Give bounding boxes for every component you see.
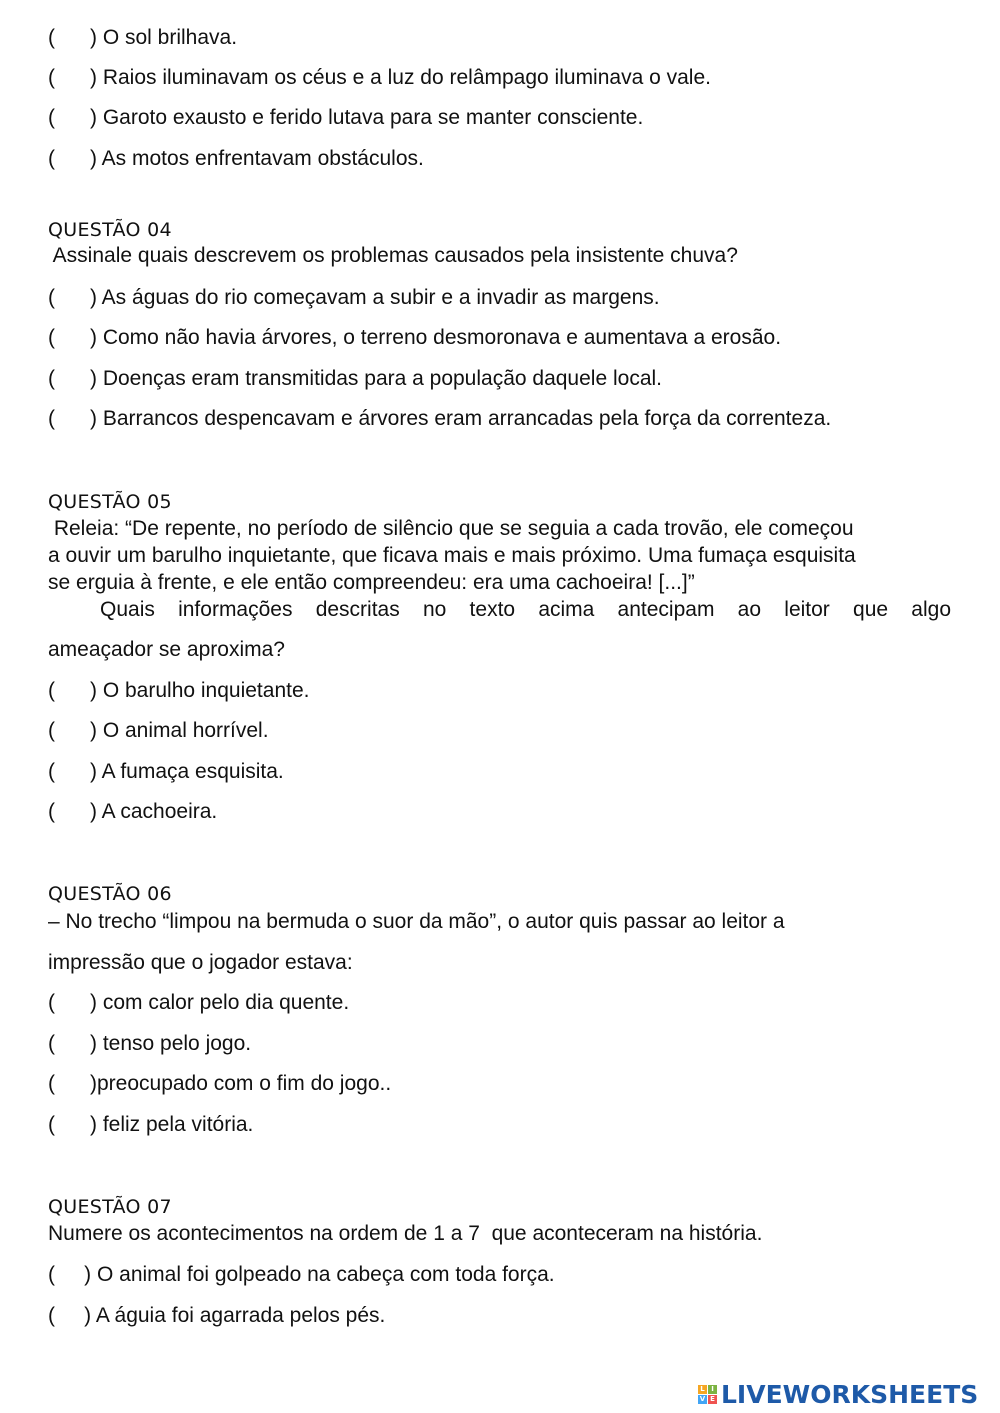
option-line[interactable]: ( ) O sol brilhava. [48, 26, 238, 49]
question-05-prompt-line1: Quais informações descritas no texto acima antecipam ao leitor que algo [100, 598, 951, 621]
option-line[interactable]: ( ) tenso pelo jogo. [48, 1032, 252, 1055]
option-line[interactable]: ( ) Como não havia árvores, o terreno desmoronava e aumentava a erosão. [48, 326, 782, 349]
option-line[interactable]: ( ) O barulho inquietante. [48, 679, 310, 702]
question-05-quote-line: Releia: “De repente, no período de silêncio que se seguia a cada trovão, ele começou [48, 517, 854, 540]
question-06-prompt-line1: – No trecho “limpou na bermuda o suor da mão”, o autor quis passar ao leitor a [48, 910, 785, 933]
option-line[interactable]: ( ) As águas do rio começavam a subir e a invadir as margens. [48, 286, 660, 309]
liveworksheets-logo[interactable] [698, 1378, 978, 1410]
liveworksheets-logo-text: LIVEWORKSHEETS [721, 1379, 979, 1409]
option-line[interactable]: ( ) A águia foi agarrada pelos pés. [48, 1304, 386, 1327]
logo-mark-letter: L [698, 1385, 707, 1394]
liveworksheets-logo-icon [698, 1385, 717, 1404]
question-04-prompt: Assinale quais descrevem os problemas causados pela insistente chuva? [48, 244, 738, 267]
option-line[interactable]: ( ) As motos enfrentavam obstáculos. [48, 147, 424, 170]
question-06-prompt-line2: impressão que o jogador estava: [48, 951, 353, 974]
option-line[interactable]: ( ) Raios iluminavam os céus e a luz do relâmpago iluminava o vale. [48, 66, 711, 89]
option-line[interactable]: ( ) Barrancos despencavam e árvores eram arrancadas pela força da correnteza. [48, 407, 832, 430]
question-04-title: QUESTÃO 04 [48, 219, 172, 241]
logo-mark-letter: I [708, 1385, 717, 1394]
option-line[interactable]: ( )preocupado com o fim do jogo.. [48, 1072, 392, 1095]
option-line[interactable]: ( ) Doenças eram transmitidas para a população daquele local. [48, 367, 662, 390]
logo-mark-letter: E [708, 1395, 717, 1404]
option-line[interactable]: ( ) A cachoeira. [48, 800, 218, 823]
question-05-quote-line: a ouvir um barulho inquietante, que ficava mais e mais próximo. Uma fumaça esquisita [48, 544, 856, 567]
question-05-quote-line: se erguia à frente, e ele então compreendeu: era uma cachoeira! [...]” [48, 571, 695, 594]
question-06-title: QUESTÃO 06 [48, 883, 172, 905]
option-line[interactable]: ( ) O animal foi golpeado na cabeça com toda força. [48, 1263, 555, 1286]
question-07-prompt: Numere os acontecimentos na ordem de 1 a 7 que aconteceram na história. [48, 1222, 763, 1245]
option-line[interactable]: ( ) O animal horrível. [48, 719, 269, 742]
option-line[interactable]: ( ) Garoto exausto e ferido lutava para se manter consciente. [48, 106, 644, 129]
question-05-prompt-line2: ameaçador se aproxima? [48, 638, 285, 661]
option-line[interactable]: ( ) com calor pelo dia quente. [48, 991, 350, 1014]
logo-mark-letter: V [699, 1394, 706, 1403]
question-05-title: QUESTÃO 05 [48, 491, 172, 513]
option-line[interactable]: ( ) A fumaça esquisita. [48, 760, 284, 783]
option-line[interactable]: ( ) feliz pela vitória. [48, 1113, 254, 1136]
question-07-title: QUESTÃO 07 [48, 1196, 172, 1218]
